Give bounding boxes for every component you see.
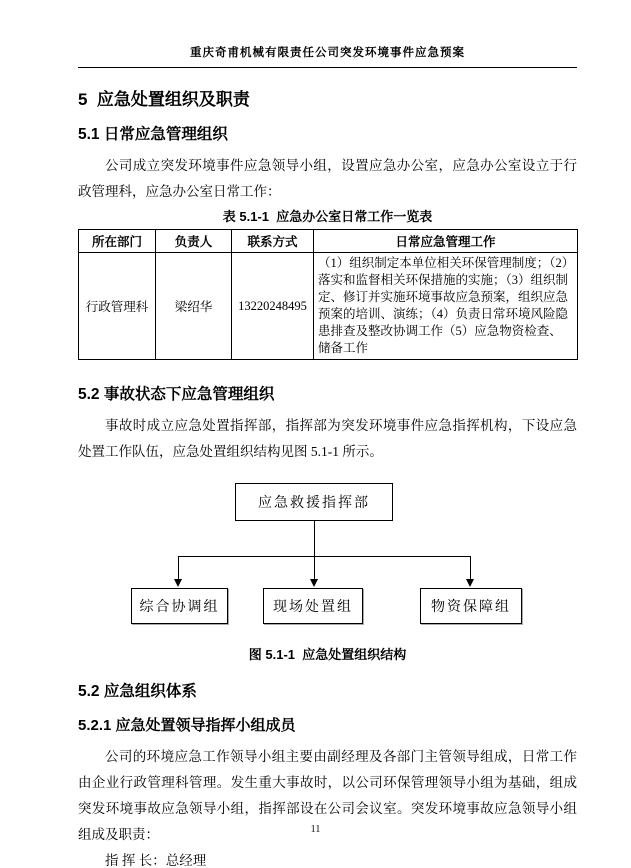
paragraph-5-2: 事故时成立应急处置指挥部，指挥部为突发环境事件应急指挥机构，下设应急处置工作队伍，应急处置组织结构见图 5.1-1 所示。 — [78, 418, 577, 459]
header-rule — [78, 67, 577, 68]
heading-5-1: 5.1 日常应急管理组织 — [78, 126, 228, 143]
table-caption: 表 5.1-1 应急办公室日常工作一览表 — [222, 209, 433, 224]
connector-line — [178, 556, 179, 581]
paragraph-5-1: 公司成立突发环境事件应急领导小组，设置应急办公室，应急办公室设立于行政管理科，应急办公室日常工作： — [78, 158, 577, 199]
heading-5-2-1: 5.2.1 应急处置领导指挥小组成员 — [78, 717, 296, 734]
connector-line — [314, 556, 315, 581]
figure-caption: 图 5.1-1 应急处置组织结构 — [248, 647, 407, 662]
heading-5: 5 应急处置组织及职责 — [78, 90, 250, 109]
col-header-person: 负责人 — [156, 230, 232, 253]
cell-person: 梁绍华 — [156, 253, 232, 360]
col-header-contact: 联系方式 — [232, 230, 314, 253]
paragraph-5-2-1: 公司的环境应急工作领导小组主要由副经理及各部门主管领导组成，日常工作由企业行政管理科管理。发生重大事故时，以公司环保管理领导小组为基础，组成突发环境事故应急领导小组，指挥部设在公司会议室。突发环境事故应急领导小组组成及职责： — [78, 749, 577, 842]
table-row — [79, 253, 578, 360]
connector-line — [470, 556, 471, 581]
heading-5-2-accident: 5.2 事故状态下应急管理组织 — [78, 386, 275, 403]
heading-5-2-system: 5.2 应急组织体系 — [78, 683, 197, 700]
org-node-onsite-group: 现场处置组 — [263, 588, 363, 624]
cell-department: 行政管理科 — [79, 253, 156, 360]
org-node-command-center: 应急救援指挥部 — [235, 483, 393, 521]
connector-line — [178, 556, 471, 557]
page-header-title: 重庆奇甫机械有限责任公司突发环境事件应急预案 — [190, 47, 465, 59]
daily-work-table — [78, 229, 578, 360]
org-chart — [78, 478, 577, 628]
org-node-supplies-group: 物资保障组 — [420, 588, 522, 624]
table-header-row — [79, 230, 578, 253]
col-header-duties: 日常应急管理工作 — [314, 230, 578, 253]
page-content — [78, 0, 577, 868]
arrow-down-icon — [174, 579, 182, 587]
col-header-department: 所在部门 — [79, 230, 156, 253]
connector-line — [314, 521, 315, 556]
arrow-down-icon — [310, 579, 318, 587]
commander-line: 指 挥 长：总经理 — [105, 853, 207, 868]
org-node-coordination-group: 综合协调组 — [131, 588, 228, 624]
cell-duties: （1）组织制定本单位相关环保管理制度；（2）落实和监督相关环保措施的实施；（3）组织制定、修订并实施环境事故应急预案，组织应急预案的培训、演练；（4）负责日常环境风险隐患排查及整改协调工作（5）应急物资检查、储备工作 — [314, 253, 578, 360]
page-number: 11 — [310, 824, 321, 835]
arrow-down-icon — [466, 579, 474, 587]
cell-contact: 13220248495 — [232, 253, 314, 360]
